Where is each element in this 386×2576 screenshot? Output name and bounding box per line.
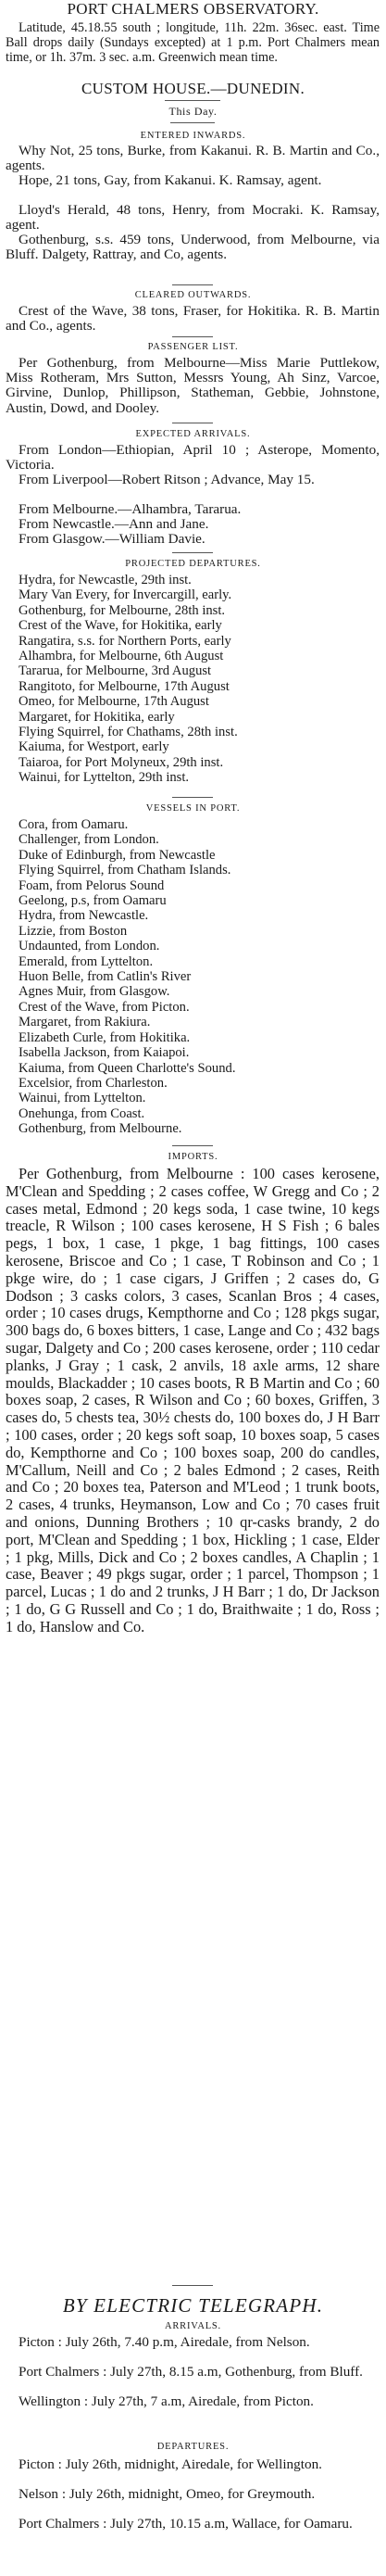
departure-item: Flying Squirrel, for Chathams, 28th inst.	[19, 725, 238, 740]
telegraph-arrival-entry: Wellington : July 27th, 7 a.m, Airedale, from Picton.	[19, 2393, 314, 2409]
divider-rule	[172, 1145, 213, 1146]
departure-item: Kaiuma, for Westport, early	[19, 739, 169, 755]
passenger-list-entry: Per Gothenburg, from Melbourne—Miss Marie Puttlekow, Miss Rotheram, Mrs Sutton, Messrs Young, Ah Sinz, Varcoe, Girvine, Dunlop, Phillipson, Statheman, Gebbie, Johnstone, Austin, Dowd, and Dooley.	[6, 355, 380, 416]
vessel-item: Margaret, from Rakiura.	[19, 1015, 151, 1030]
departure-item: Hydra, for Newcastle, 29th inst.	[19, 573, 192, 587]
divider-rule	[172, 336, 213, 337]
vessel-item: Undaunted, from London.	[19, 939, 160, 954]
expected-arrivals-entry: From Melbourne.—Alhambra, Tararua.	[19, 501, 242, 517]
cleared-outwards-heading: CLEARED OUTWARDS.	[134, 290, 252, 300]
divider-rule	[170, 122, 215, 123]
departure-item: Crest of the Wave, for Hokitika, early	[19, 618, 222, 634]
vessel-item: Elizabeth Curle, from Hokitika.	[19, 1029, 191, 1045]
vessel-item: Hydra, from Newcastle.	[19, 908, 149, 924]
departure-item: Taiaroa, for Port Molyneux, 29th inst.	[19, 754, 224, 770]
vessel-item: Huon Belle, from Catlin's River	[19, 969, 192, 985]
departures-heading: DEPARTURES.	[156, 2442, 230, 2452]
vessel-item: Foam, from Pelorus Sound	[19, 878, 165, 893]
divider-rule	[172, 284, 213, 285]
expected-arrivals-entry: From Glasgow.—William Davie.	[19, 531, 205, 547]
entered-inwards-entry: Hope, 21 tons, Gay, from Kakanui. K. Ramsay, agent.	[19, 172, 322, 188]
vessel-item: Cora, from Oamaru.	[19, 817, 129, 832]
telegraph-heading: BY ELECTRIC TELEGRAPH.	[62, 2294, 324, 2317]
entered-inwards-entry: Why Not, 25 tons, Burke, from Kakanui. R. B. Martin and Co., agents.	[6, 143, 380, 174]
divider-rule	[172, 797, 213, 798]
departure-item: Gothenburg, for Melbourne, 28th inst.	[19, 602, 226, 618]
vessel-item: Wainui, from Lyttelton.	[19, 1091, 146, 1106]
vessel-item: Lizzie, from Boston	[19, 923, 128, 939]
vessel-item: Emerald, from Lyttelton.	[19, 953, 154, 969]
entered-inwards-entry: Lloyd's Herald, 48 tons, Henry, from Mocraki. K. Ramsay, agent.	[6, 202, 380, 234]
observatory-heading: PORT CHALMERS OBSERVATORY.	[67, 0, 319, 18]
vessels-in-port-list	[6, 817, 380, 1137]
vessels-in-port-heading: VESSELS IN PORT.	[145, 803, 241, 814]
vessel-item: Kaiuma, from Queen Charlotte's Sound.	[19, 1060, 236, 1076]
vessel-item: Excelsior, from Charleston.	[19, 1075, 168, 1091]
this-day-subheading: This Day.	[168, 105, 218, 118]
departure-item: Mary Van Every, for Invercargill, early.	[19, 587, 232, 603]
divider-rule	[172, 2285, 213, 2286]
divider-rule	[165, 100, 220, 101]
telegraph-arrival-entry: Picton : July 26th, 7.40 p.m, Airedale, from Nelson.	[19, 2334, 310, 2350]
vessel-item: Isabella Jackson, from Kaiapoi.	[19, 1045, 190, 1061]
expected-arrivals-heading: EXPECTED ARRIVALS.	[135, 429, 251, 439]
departure-item: Tararua, for Melbourne, 3rd August	[19, 663, 212, 679]
passenger-list-heading: PASSENGER LIST.	[147, 342, 239, 352]
telegraph-departure-entry: Picton : July 26th, midnight, Airedale, for Wellington.	[19, 2456, 322, 2472]
custom-house-heading: CUSTOM HOUSE.—DUNEDIN.	[81, 80, 305, 97]
vessel-item: Gothenburg, from Melbourne.	[19, 1121, 182, 1137]
vessel-item: Flying Squirrel, from Chatham Islands.	[19, 863, 231, 878]
vessel-item: Duke of Edinburgh, from Newcastle	[19, 847, 216, 863]
cleared-outwards-entry: Crest of the Wave, 38 tons, Fraser, for Hokitika. R. B. Martin and Co., agents.	[6, 303, 380, 335]
departure-item: Rangitoto, for Melbourne, 17th August	[19, 678, 230, 694]
telegraph-arrival-entry: Port Chalmers : July 27th, 8.15 a.m, Gothenburg, from Bluff.	[19, 2364, 363, 2380]
expected-arrivals-entry: From Newcastle.—Ann and Jane.	[19, 516, 209, 532]
vessel-item: Geelong, p.s, from Oamaru	[19, 893, 167, 909]
arrivals-heading: ARRIVALS.	[165, 2321, 221, 2331]
observatory-paragraph: Latitude, 45.18.55 south ; longitude, 11h. 22m. 36sec. east. Time Ball drops daily (Sundays excepted) at 1 p.m. Port Chalmers mean time, or 1h. 37m. 3 sec. a.m. Greenwich mean time.	[6, 20, 380, 66]
departure-item: Margaret, for Hokitika, early	[19, 709, 175, 725]
expected-arrivals-entry: From Liverpool—Robert Ritson ; Advance, May 15.	[19, 472, 315, 487]
entered-inwards-entry: Gothenburg, s.s. 459 tons, Underwood, from Melbourne, via Bluff. Dalgety, Rattray, and Co, agents.	[6, 232, 380, 263]
telegraph-departure-entry: Port Chalmers : July 27th, 10.15 a.m, Wallace, for Oamaru.	[19, 2516, 353, 2532]
vessel-item: Agnes Muir, from Glasgow.	[19, 984, 170, 1000]
entered-inwards-heading: ENTERED INWARDS.	[140, 131, 246, 141]
expected-arrivals-entry: From London—Ethiopian, April 10 ; Asterope, Momento, Victoria.	[6, 442, 380, 474]
vessel-item: Onehunga, from Coast.	[19, 1105, 145, 1121]
imports-paragraph: Per Gothenburg, from Melbourne : 100 cases kerosene, M'Clean and Spedding ; 2 cases coffee, W Gregg and Co ; 2 cases metal, Edmond ; 20 kegs soda, 1 case twine, 10 kegs treacle, R Wilson ; 100 cases kerosene, H S Fish ; 6 bales pegs, 1 box, 1 case, 1 pkge, 1 bag fittings, 100 cases kerosene, Briscoe and Co ; 1 case, T Robinson and Co ; 1 pkge wire, do ; 1 case cigars, J Griffen ; 2 cases do, G Dodson ; 3 casks colors, 3 cases, Scanlan Bros ; 4 cases, order ; 10 cases drugs, Kempthorne and Co ; 128 pkgs sugar, 300 bags do, 6 boxes bitters, 1 case, Lange and Co ; 432 bags sugar, Dalgety and Co ; 200 cases kerosene, order ; 110 cedar planks, J Gray ; 1 cask, 2 anvils, 18 axle arms, 12 share moulds, Blackadder ; 10 cases boots, R B Martin and Co ; 60 boxes soap, 2 cases, R Wilson and Co ; 60 boxes, Griffen, 3 cases do, 5 chests tea, 30½ chests do, 100 boxes do, J H Barr ; 100 cases, order ; 20 kegs soft soap, 10 boxes soap, 5 cases do, Kempthorne and Co ; 100 boxes soap, 200 do candles, M'Callum, Neill and Co ; 2 bales Edmond ; 2 cases, Reith and Co ; 20 boxes tea, Paterson and M'Leod ; 1 trunk boots, 2 cases, 4 trunks, Heymanson, Low and Co ; 70 cases fruit and onions, Dunning Brothers ; 10 qr-casks brandy, 2 do port, M'Clean and Spedding ; 1 box, Hickling ; 1 case, Elder ; 1 pkg, Mills, Dick and Co ; 2 boxes candles, A Chaplin ; 1 case, Beaver ; 49 pkgs sugar, order ; 1 parcel, Thompson ; 1 parcel, Lucas ; 1 do and 2 trunks, J H Barr ; 1 do, Dr Jackson ; 1 do, G G Russell and Co ; 1 do, Braithwaite ; 1 do, Ross ; 1 do, Hanslow and Co.	[6, 1165, 380, 1635]
departure-item: Alhambra, for Melbourne, 6th August	[19, 649, 224, 664]
vessel-item: Crest of the Wave, from Picton.	[19, 999, 190, 1015]
vessel-item: Challenger, from London.	[19, 832, 159, 848]
projected-departures-heading: PROJECTED DEPARTURES.	[125, 559, 261, 569]
departure-item: Rangatira, s.s. for Northern Ports, early	[19, 633, 231, 649]
telegraph-departure-entry: Nelson : July 26th, midnight, Omeo, for Greymouth.	[19, 2486, 316, 2502]
departure-item: Wainui, for Lyttelton, 29th inst.	[19, 770, 190, 786]
imports-heading: IMPORTS.	[168, 1152, 218, 1162]
projected-departures-list	[6, 573, 380, 786]
departure-item: Omeo, for Melbourne, 17th August	[19, 694, 209, 710]
divider-rule	[172, 552, 213, 553]
